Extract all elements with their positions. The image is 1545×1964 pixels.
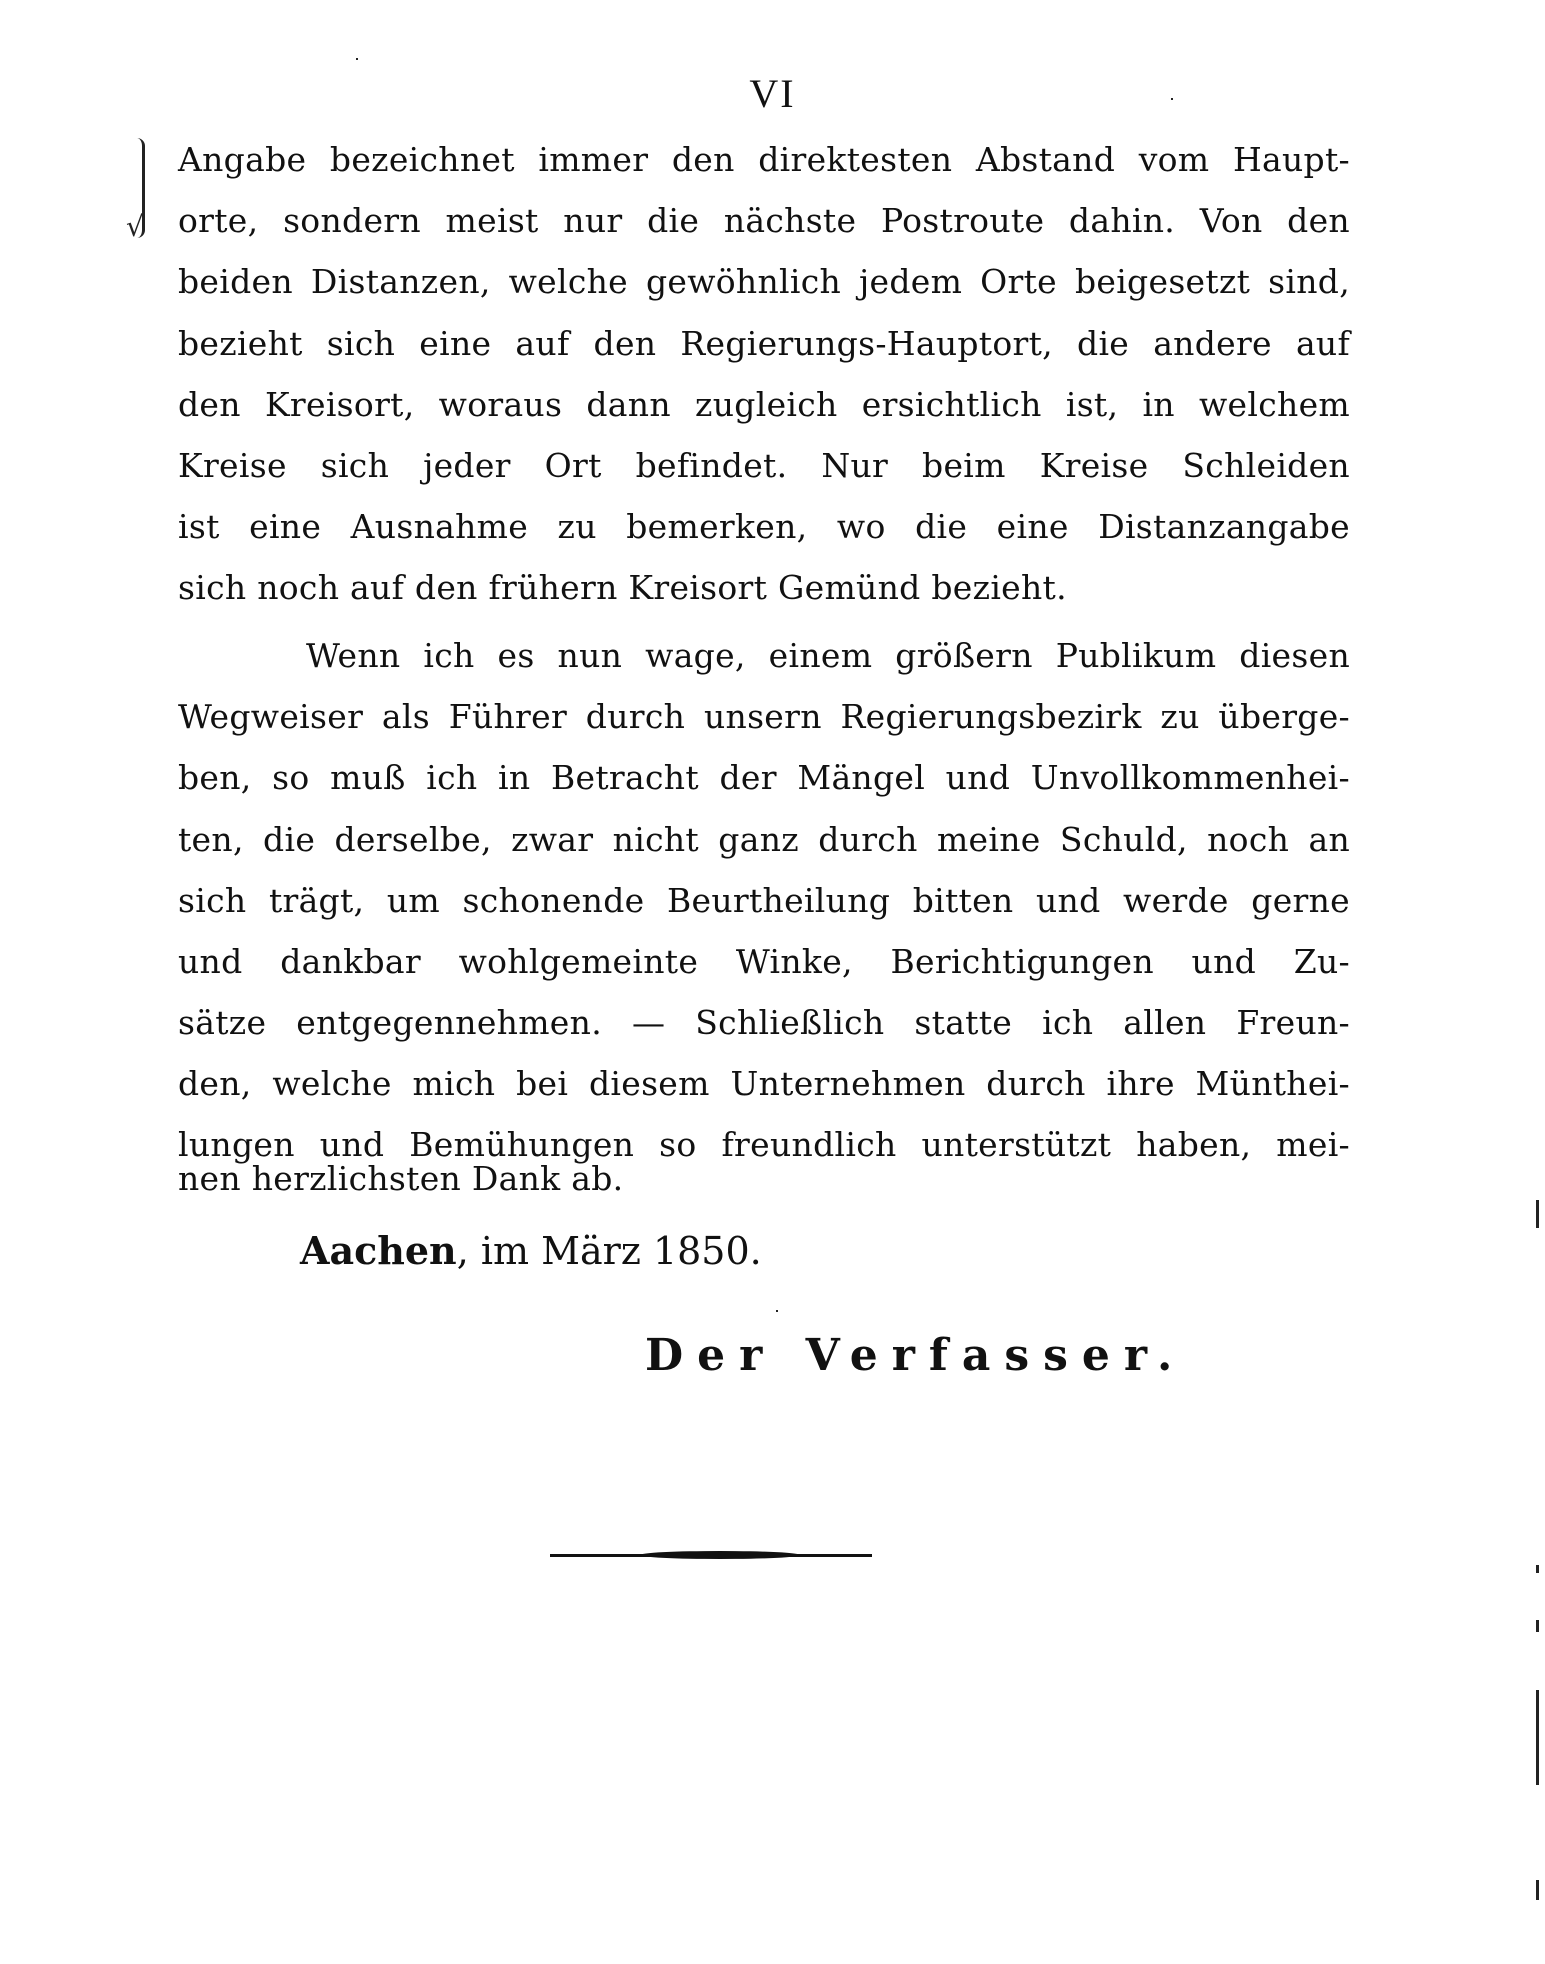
paragraph-1-line: beiden Distanzen, welche gewöhnlich jedem Orte beigesetzt sind, <box>178 262 1350 301</box>
paragraph-1-line: sich noch auf den frühern Kreisort Gemünd bezieht. <box>178 568 1067 607</box>
dateline-date: , im März 1850. <box>456 1229 762 1273</box>
paragraph-2-line: nen herzlichsten Dank ab. <box>178 1159 624 1198</box>
scan-edge-mark <box>1536 1565 1539 1573</box>
paragraph-2-line: sich trägt, um schonende Beurtheilung bitten und werde gerne <box>178 881 1350 920</box>
paragraph-2-line: Wenn ich es nun wage, einem größern Publikum diesen <box>306 636 1350 675</box>
scan-speck <box>356 58 358 60</box>
paragraph-1-line: Kreise sich jeder Ort befindet. Nur beim Kreise Schleiden <box>178 446 1350 485</box>
page-number: VI <box>749 71 796 116</box>
dateline-place: Aachen <box>300 1228 457 1273</box>
paragraph-1-line: orte, sondern meist nur die nächste Postroute dahin. Von den <box>178 201 1350 240</box>
paragraph-1-line: Angabe bezeichnet immer den direktesten Abstand vom Haupt- <box>178 140 1350 179</box>
paragraph-2-line: Wegweiser als Führer durch unsern Regierungsbezirk zu überge- <box>178 697 1350 736</box>
scan-edge-mark <box>1536 1200 1539 1228</box>
scan-speck <box>1171 98 1173 100</box>
margin-check-icon: √ <box>126 210 144 243</box>
closing-rule-ornament <box>640 1551 800 1559</box>
scan-edge-mark <box>1536 1690 1539 1785</box>
paragraph-1-line: bezieht sich eine auf den Regierungs-Hauptort, die andere auf <box>178 324 1350 363</box>
paragraph-2-line: lungen und Bemühungen so freundlich unterstützt haben, mei- <box>178 1125 1350 1164</box>
paragraph-2-line: ben, so muß ich in Betracht der Mängel und Unvollkommenhei- <box>178 758 1350 797</box>
scan-edge-mark <box>1536 1620 1539 1632</box>
paragraph-1-line: den Kreisort, woraus dann zugleich ersichtlich ist, in welchem <box>178 385 1350 424</box>
scan-edge-mark <box>1536 1880 1539 1900</box>
paragraph-2-line: ten, die derselbe, zwar nicht ganz durch meine Schuld, noch an <box>178 820 1350 859</box>
author-signature: Der Verfasser. <box>645 1330 1187 1381</box>
paragraph-1-line: ist eine Ausnahme zu bemerken, wo die eine Distanzangabe <box>178 507 1350 546</box>
paragraph-2-line: den, welche mich bei diesem Unternehmen durch ihre Münthei- <box>178 1064 1350 1103</box>
paragraph-2-line: sätze entgegennehmen. — Schließlich statte ich allen Freun- <box>178 1003 1350 1042</box>
scan-speck <box>776 1310 778 1312</box>
paragraph-2-line: und dankbar wohlgemeinte Winke, Berichtigungen und Zu- <box>178 942 1350 981</box>
dateline <box>300 1228 762 1273</box>
